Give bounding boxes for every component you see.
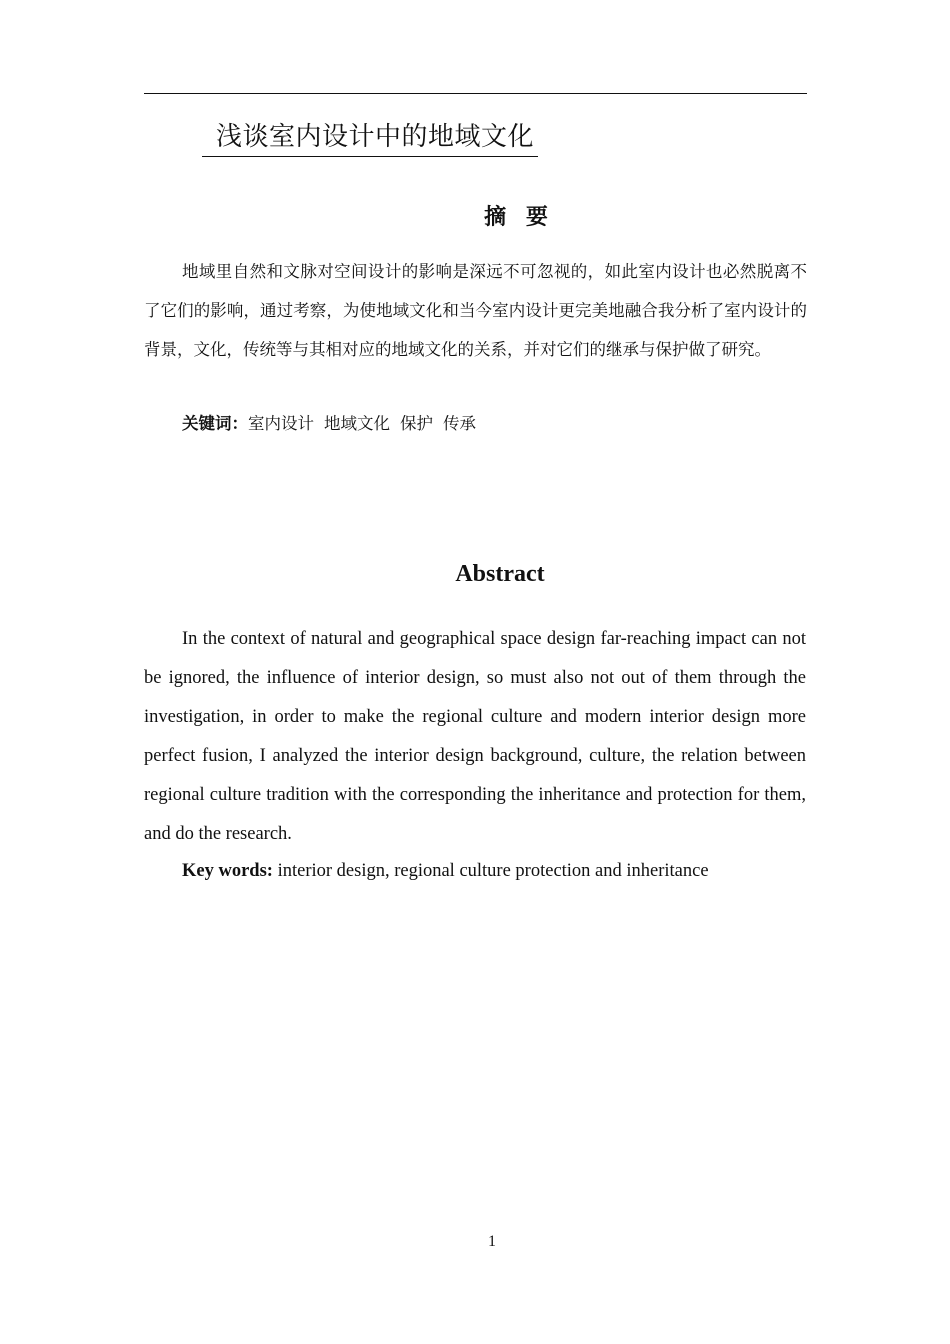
chinese-keyword: 室内设计 xyxy=(248,414,314,433)
page-number: 1 xyxy=(488,1233,496,1250)
chinese-abstract-heading: 摘 要 xyxy=(484,205,554,230)
english-keywords-text: interior design, regional culture protection and inheritance xyxy=(277,861,709,881)
chinese-keyword: 传承 xyxy=(443,414,476,433)
chinese-abstract-body: 地域里自然和文脉对空间设计的影响是深远不可忽视的，如此室内设计也必然脱离不了它们的影响，通过考察，为使地域文化和当今室内设计更完美地融合我分析了室内设计的背景，文化，传统等与其相对应的地域文化的关系，并对它们的继承与保护做了研究。 xyxy=(144,262,807,359)
chinese-keyword: 保护 xyxy=(400,414,433,433)
english-keywords xyxy=(182,855,709,887)
chinese-keywords xyxy=(182,406,486,442)
english-abstract-body: In the context of natural and geographical space design far-reaching impact can not be ignored, the influence of interior design, so must also not out of them through the investigation, in order to make the regional culture and modern interior design more perfect fusion, I analyzed the interior design background, culture, the relation between regional culture tradition with the corresponding the inheritance and protection for them, and do the research. xyxy=(144,629,806,844)
chinese-keywords-label: 关键词： xyxy=(182,414,248,433)
english-keywords-label: Key words: xyxy=(182,861,273,881)
header-rule xyxy=(144,93,807,94)
english-abstract-heading: Abstract xyxy=(455,561,545,587)
chinese-keyword: 地域文化 xyxy=(324,414,390,433)
chinese-title: 浅谈室内设计中的地域文化 xyxy=(202,120,538,157)
